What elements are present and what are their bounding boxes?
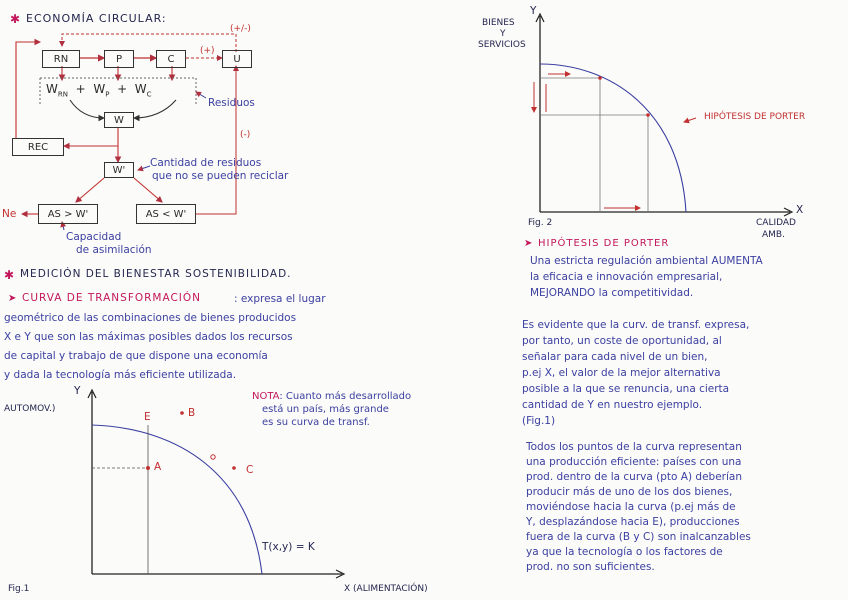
w-c-symbol: W [134,82,147,96]
box-rn: RN [42,50,80,68]
para2-line1: Todos los puntos de la curva representan [526,441,742,453]
title-economia-circular: ECONOMÍA CIRCULAR: [26,12,167,25]
curve-text-line4: de capital y trabajo de que dispone una economía [4,350,268,362]
fig2-y-axis: Y [530,5,537,17]
para2-line2: una producción eficiente: países con una [526,456,742,468]
box-p: P [104,50,134,68]
plus-symbol-1: + [75,82,86,96]
para2-line7: fuera de la curva (B y C) son inalcanzables [526,531,751,543]
curve-text-line2: geométrico de las combinaciones de bienes producidos [4,312,297,324]
label-capacidad-line1: Capacidad [66,231,122,243]
w-p-subscript: P [105,90,110,99]
fig1-point-c: C [246,464,254,476]
box-rec: REC [12,138,64,156]
w-c-subscript: C [146,90,152,99]
bullet-arrow-icon: ➤ [524,238,533,249]
label-residuos: Residuos [208,97,255,109]
fig2-y-label-line1: BIENES [482,18,515,28]
nota-word: NOTA [252,391,280,402]
box-w: W [104,112,134,128]
fig2-x-axis: X [796,204,804,216]
porter-line2: la eficacia e innovación empresarial, [530,271,723,283]
box-as-greater: AS > W' [38,204,98,224]
para1-line1: Es evidente que la curv. de transf. expresa, [522,319,750,331]
para1-line4: p.ej X, el valor de la mejor alternativa [522,367,721,379]
fig2-label: Fig. 2 [528,218,553,228]
porter-line1: Una estricta regulación ambiental AUMENTA [530,255,763,267]
curve-text-line1: : expresa el lugar [234,293,326,305]
para2-line4: producir más de uno de los dos bienes, [526,486,733,498]
box-as-less: AS < W' [136,204,196,224]
para1-line3: señalar para cada nivel de un bien, [522,351,708,363]
curve-text-line5: y dada la tecnología más eficiente utilizada. [4,369,237,381]
para1-line6: cantidad de Y en nuestro ejemplo. [522,399,703,411]
fig1-point-b: B [188,407,196,419]
fig1-point-a: A [154,461,162,473]
para2-line8: ya que la tecnología o los factores de [526,546,723,558]
porter-line3: MEJORANDO la competitividad. [530,287,694,299]
box-w-prime: W' [104,162,134,178]
fig1-curve-label: T(x,y) = K [262,541,315,553]
w-p-symbol: W [93,82,106,96]
fig1-y-label: AUTOMOV.) [4,404,56,414]
bullet-arrow-icon: ➤ [8,293,17,304]
curve-heading: CURVA DE TRANSFORMACIÓN [22,292,202,304]
curve-text-line3: X e Y que son las máximas posibles dados los recursos [4,331,293,343]
nota-line3: es su curva de transf. [262,417,370,428]
fig2-porter-pointer-label: HIPÓTESIS DE PORTER [704,112,806,122]
para1-line5: posible a la que se renuncia, una cierta [522,383,730,395]
fig1-label: Fig.1 [8,584,30,594]
box-c: C [156,50,186,68]
para1-line2: por tanto, un coste de oportunidad, al [522,335,722,347]
para2-line5: moviéndose hacia la curva (p.ej más de [526,501,736,513]
sign-minus: (-) [240,130,251,140]
porter-heading: HIPÓTESIS DE PORTER [538,238,670,249]
fig2-y-label-line2: Y [500,29,506,39]
fig2-x-label-line2: AMB. [762,230,785,240]
para2-line3: prod. dentro de la curva (pto A) deberían [526,471,742,483]
nota-line2: está un país, más grande [262,404,389,415]
nota-line1: : Cuanto más desarrollado [279,391,412,402]
box-u: U [222,50,252,68]
para2-line6: Y, desplazándose hacia E), producciones [526,516,740,528]
sign-plus-minus: (+/-) [230,24,251,34]
label-ne: Ne [2,208,17,220]
para1-line7: (Fig.1) [522,415,556,427]
title-medicion: MEDICIÓN DEL BIENESTAR SOSTENIBILIDAD. [20,268,292,280]
fig2-y-label-line3: SERVICIOS [478,40,526,50]
w-rn-symbol: W [46,82,58,96]
fig2-x-label-line1: CALIDAD [756,218,796,228]
fig1-y-axis: Y [74,385,81,397]
fig1-point-e: E [144,411,151,423]
star-icon: ✱ [4,268,15,282]
w-rn-subscript: RN [57,90,68,99]
plus-symbol-2: + [117,82,128,96]
fig1-x-label: X (ALIMENTACIÓN) [344,584,428,594]
para2-line9: prod. no son suficientes. [526,561,655,573]
label-cantidad-line1: Cantidad de residuos [150,157,262,169]
label-capacidad-line2: de asimilación [76,244,152,256]
label-cantidad-line2: que no se pueden reciclar [152,170,289,182]
sign-plus: (+) [200,46,215,56]
star-icon: ✱ [10,12,21,26]
